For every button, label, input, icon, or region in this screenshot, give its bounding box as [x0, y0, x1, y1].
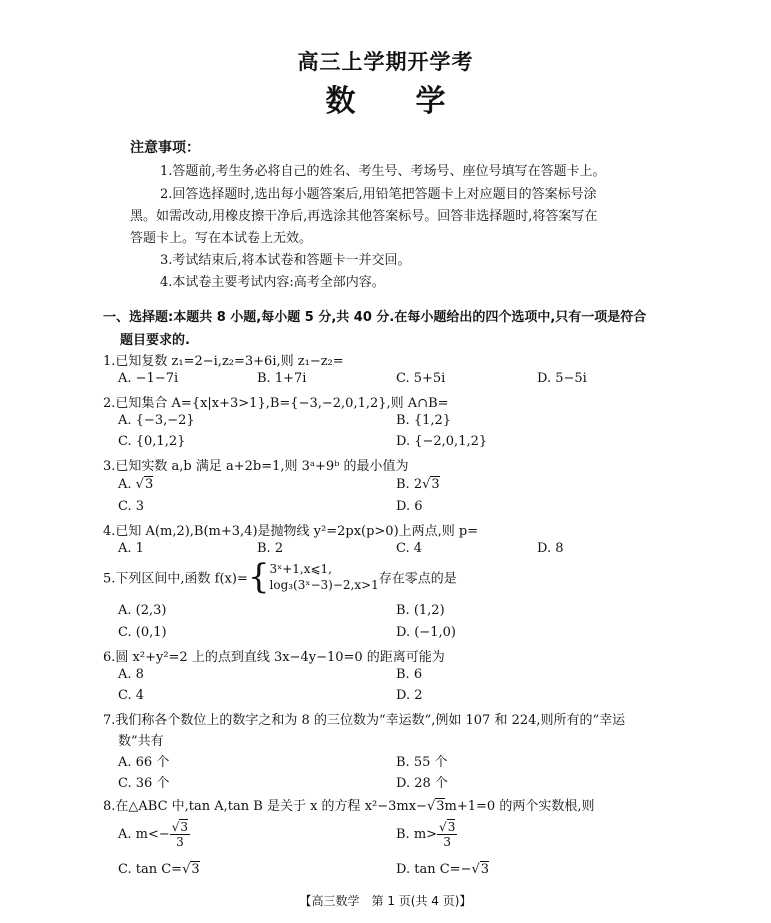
piecewise-brace: { [247, 557, 270, 597]
question-5-stem [103, 557, 457, 597]
q6-option-c: C. 4 [118, 688, 145, 703]
notice-line-4: 答题卡上。写在本试卷上无效。 [130, 231, 313, 246]
q5-stem-suffix: 存在零点的是 [378, 571, 457, 587]
q8-stem-suffix: m+1=0 的两个实数根,则 [444, 799, 595, 814]
q8-option-d-radicand: 3 [480, 862, 490, 877]
notice-line-6: 4.本试卷主要考试内容:高考全部内容。 [160, 275, 385, 290]
q2-option-a: A. {−3,−2} [118, 413, 195, 428]
q8-stem-prefix: 8.在△ABC 中,tan A,tan B 是关于 x 的方程 x²−3mx− [103, 799, 427, 814]
q4-option-a: A. 1 [118, 541, 144, 556]
q8-option-a-prefix: A. m<− [118, 827, 170, 842]
q3-option-b-radicand: 3 [431, 477, 440, 492]
notice-line-2: 2.回答选择题时,选出每小题答案后,用铅笔把答题卡上对应题目的答案标号涂 [160, 187, 597, 202]
q8-option-b-prefix: B. m> [396, 827, 438, 842]
question-7-stem-line-2: 数”共有 [118, 734, 164, 749]
question-7-stem-line-1: 7.我们称各个数位上的数字之和为 8 的三位数为“幸运数”,例如 107 和 224,则所有的“幸运 [103, 713, 626, 728]
piecewise-function [270, 561, 379, 593]
q6-option-a: A. 8 [118, 667, 144, 682]
q4-option-d: D. 8 [537, 541, 564, 556]
q1-option-d: D. 5−5i [537, 371, 587, 386]
q5-stem-prefix: 5.下列区间中,函数 f(x)= [103, 571, 248, 587]
question-4-stem: 4.已知 A(m,2),B(m+3,4)是抛物线 y²=2px(p>0)上两点,则 p= [103, 524, 479, 539]
q3-option-a-radicand: 3 [144, 477, 154, 492]
q7-option-d: D. 28 个 [396, 776, 448, 791]
notice-line-1: 1.答题前,考生务必将自己的姓名、考生号、考场号、座位号填写在答题卡上。 [160, 164, 606, 179]
piece-1: 3ˣ+1,x⩽1, [269, 562, 332, 576]
page-footer: 【高三数学 第 1 页(共 4 页)】 [299, 894, 472, 908]
q8-option-d: D. tan C=−√3 [396, 862, 490, 877]
q7-option-c: C. 36 个 [118, 776, 170, 791]
q8-option-d-prefix: D. tan C=− [396, 862, 472, 877]
q3-option-a-prefix: A. [118, 477, 136, 492]
question-3-stem: 3.已知实数 a,b 满足 a+2b=1,则 3ᵃ+9ᵇ 的最小值为 [103, 459, 409, 474]
q8-option-b [396, 820, 457, 849]
q2-option-b: B. {1,2} [396, 413, 452, 428]
q7-option-a: A. 66 个 [118, 755, 170, 770]
q5-option-c: C. (0,1) [118, 625, 167, 640]
fraction-numerator: √3 [439, 820, 456, 834]
question-2-stem: 2.已知集合 A={x|x+3>1},B={−3,−2,0,1,2},则 A∩B= [103, 396, 449, 411]
q8-option-c-prefix: C. tan C= [118, 862, 183, 877]
q3-option-c: C. 3 [118, 499, 145, 514]
q7-option-b: B. 55 个 [396, 755, 448, 770]
q2-option-d: D. {−2,0,1,2} [396, 434, 488, 449]
q8-option-b-fraction [437, 820, 457, 849]
fraction-numerator: √3 [171, 820, 189, 834]
notice-line-3: 黑。如需改动,用橡皮擦干净后,再选涂其他答案标号。回答非选择题时,将答案写在 [130, 209, 598, 224]
q6-option-b: B. 6 [396, 667, 423, 682]
section-heading-line-2: 题目要求的. [120, 333, 190, 348]
numerator-radicand: 3 [447, 820, 456, 834]
numerator-radicand: 3 [180, 820, 189, 834]
q4-option-c: C. 4 [396, 541, 423, 556]
q3-option-b: B. 2√3 [396, 477, 440, 492]
q1-option-b: B. 1+7i [257, 371, 307, 386]
q5-option-a: A. (2,3) [118, 603, 167, 618]
question-8-stem: 8.在△ABC 中,tan A,tan B 是关于 x 的方程 x²−3mx−√3m+1=0 的两个实数根,则 [103, 799, 595, 814]
question-6-stem: 6.圆 x²+y²=2 上的点到直线 3x−4y−10=0 的距离可能为 [103, 650, 445, 665]
q2-option-c: C. {0,1,2} [118, 434, 186, 449]
q6-option-d: D. 2 [396, 688, 423, 703]
q8-stem-radicand: 3 [436, 799, 445, 814]
exam-title: 高三上学期开学考 [297, 50, 474, 74]
q8-option-c-radicand: 3 [191, 862, 200, 877]
q8-option-a [118, 820, 190, 849]
q3-option-b-prefix: B. 2 [396, 477, 423, 492]
q8-option-c: C. tan C=√3 [118, 862, 200, 877]
subject-title: 数学 [325, 84, 506, 119]
q1-option-a: A. −1−7i [118, 371, 179, 386]
q4-option-b: B. 2 [257, 541, 284, 556]
question-1-stem: 1.已知复数 z₁=2−i,z₂=3+6i,则 z₁−z₂= [103, 354, 344, 369]
q3-option-a: A. √3 [118, 477, 154, 492]
section-heading-line-1: 一、选择题:本题共 8 小题,每小题 5 分,共 40 分.在每小题给出的四个选项中,只有一项是符合 [103, 310, 647, 325]
q5-option-d: D. (−1,0) [396, 625, 456, 640]
piece-2: log₃(3ˣ−3)−2,x>1 [269, 578, 379, 592]
q5-option-b: B. (1,2) [396, 603, 445, 618]
fraction-denominator: 3 [443, 835, 452, 849]
q1-option-c: C. 5+5i [396, 371, 446, 386]
notice-heading: 注意事项： [130, 140, 200, 156]
q8-option-a-fraction [170, 820, 190, 849]
notice-line-5: 3.考试结束后,将本试卷和答题卡一并交回。 [160, 253, 411, 268]
fraction-denominator: 3 [176, 835, 184, 849]
q3-option-d: D. 6 [396, 499, 423, 514]
